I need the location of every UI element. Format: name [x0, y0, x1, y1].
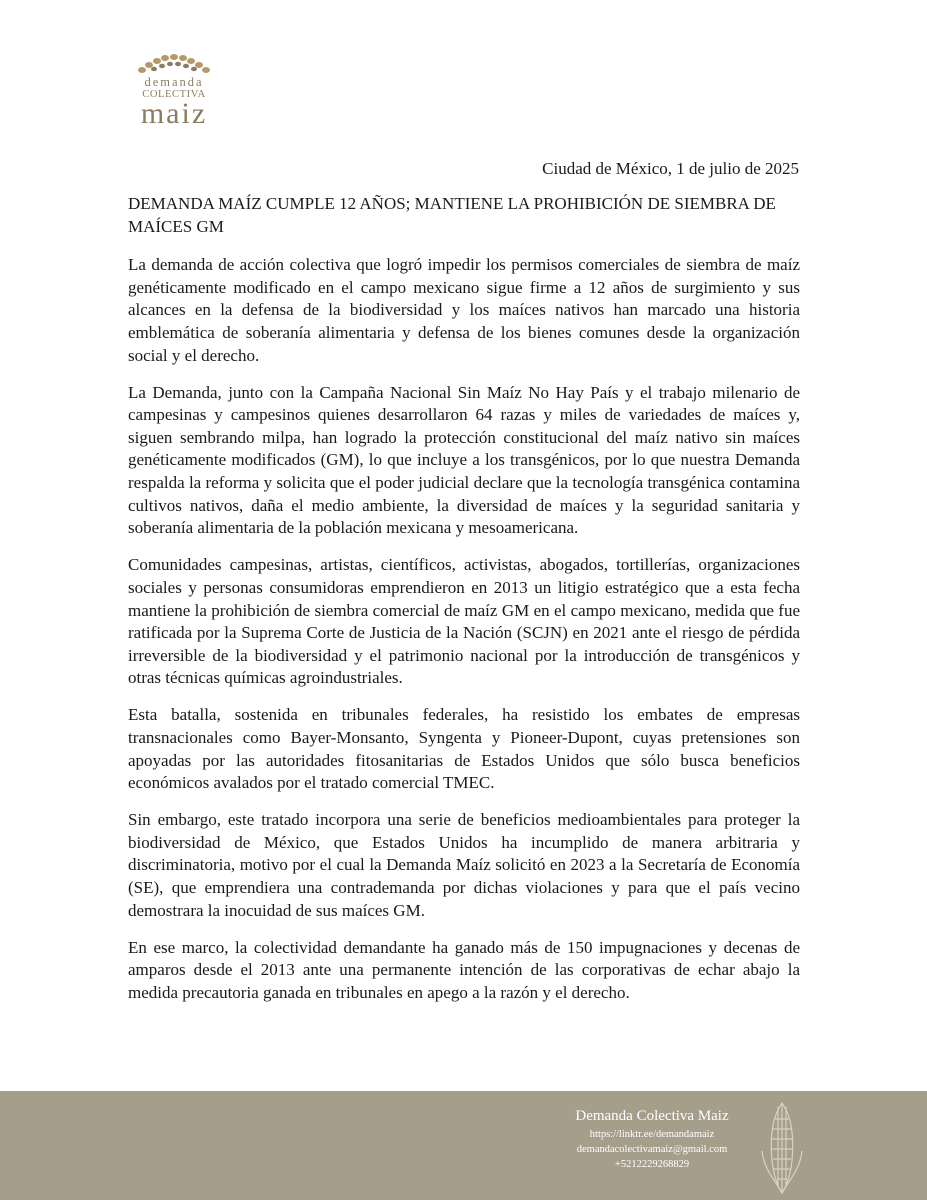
logo-word-maiz: maiz	[140, 97, 208, 130]
logo-word-colectiva: COLECTIVA	[142, 89, 206, 100]
footer-contact	[522, 1105, 782, 1172]
paragraph: Esta batalla, sostenida en tribunales federales, ha resistido los embates de empresas transnacionales como Bayer-Monsanto, Syngenta y Pioneer-Dupont, cuyas pretensiones son apoyadas por las autoridades fitosanitarias de Estados Unidos que sólo busca beneficios económicos avalados por el tratado comercial TMEC.	[128, 705, 800, 793]
corn-kernels-icon	[134, 52, 214, 74]
paragraph: La Demanda, junto con la Campaña Nacional Sin Maíz No Hay País y el trabajo milenario de campesinas y campesinos quienes desarrollaron 64 razas y miles de variedades de maíces y, siguen sembrando milpa, han logrado la protección constitucional del maíz nativo sin maíces genéticamente modificados (GM), lo que incluye a los transgénicos, por lo que nuestra Demanda respalda la reforma y solicita que el poder judicial declare que la tecnología transgénica contamina cultivos nativos, daña el medio ambiente, la diversidad de maíces y la seguridad sanitaria y soberanía alimentaria de la población mexicana y mesoamericana.	[128, 382, 800, 538]
document-title: DEMANDA MAÍZ CUMPLE 12 AÑOS; MANTIENE LA PROHIBICIÓN DE SIEMBRA DE MAÍCES GM	[128, 194, 776, 236]
corn-cob-icon	[758, 1099, 806, 1197]
footer	[0, 1091, 927, 1200]
footer-org-name: Demanda Colectiva Maiz	[575, 1108, 729, 1124]
footer-phone: +5212229268829	[614, 1159, 690, 1170]
logo-word-demanda: demanda	[144, 75, 204, 89]
footer-link[interactable]: https://linktr.ee/demandamaiz	[589, 1129, 715, 1140]
paragraph: Comunidades campesinas, artistas, científicos, activistas, abogados, tortillerías, organizaciones sociales y personas consumidoras emprendieron en 2013 un litigio estratégico que a esta fecha mantiene la prohibición de siembra comercial de maíz GM en el campo mexicano, medida que fue ratificada por la Suprema Corte de Justicia de la Nación (SCJN) en 2021 ante el riesgo de pérdida irreversible de la biodiversidad y el patrimonio nacional por la introducción de transgénicos y otras técnicas químicas agroindustriales.	[128, 555, 800, 688]
document-body	[128, 193, 800, 1019]
date-line: Ciudad de México, 1 de julio de 2025	[542, 159, 799, 178]
logo	[128, 52, 220, 142]
paragraph: En ese marco, la colectividad demandante ha ganado más de 150 impugnaciones y decenas de amparos desde el 2013 ante una permanente intención de las corporativas de echar abajo la medida precautoria ganada en tribunales en apego a la razón y el derecho.	[128, 937, 800, 1002]
paragraph: Sin embargo, este tratado incorpora una serie de beneficios medioambientales para proteger la biodiversidad de México, que Estados Unidos ha incumplido de manera arbitraria y discriminatoria, motivo por el cual la Demanda Maíz solicitó en 2023 a la Secretaría de Economía (SE), que emprendiera una contrademanda por dichas violaciones y para que el país vecino demostrara la inocuidad de sus maíces GM.	[128, 810, 800, 920]
paragraph: La demanda de acción colectiva que logró impedir los permisos comerciales de siembra de maíz genéticamente modificado en el campo mexicano sigue firme a 12 años de surgimiento y sus alcances en la defensa de la biodiversidad y los maíces nativos han marcado una historia emblemática de soberanía alimentaria y defensa de los bienes comunes desde la organización social y el derecho.	[128, 255, 800, 365]
footer-email[interactable]: demandacolectivamaiz@gmail.com	[576, 1144, 728, 1155]
